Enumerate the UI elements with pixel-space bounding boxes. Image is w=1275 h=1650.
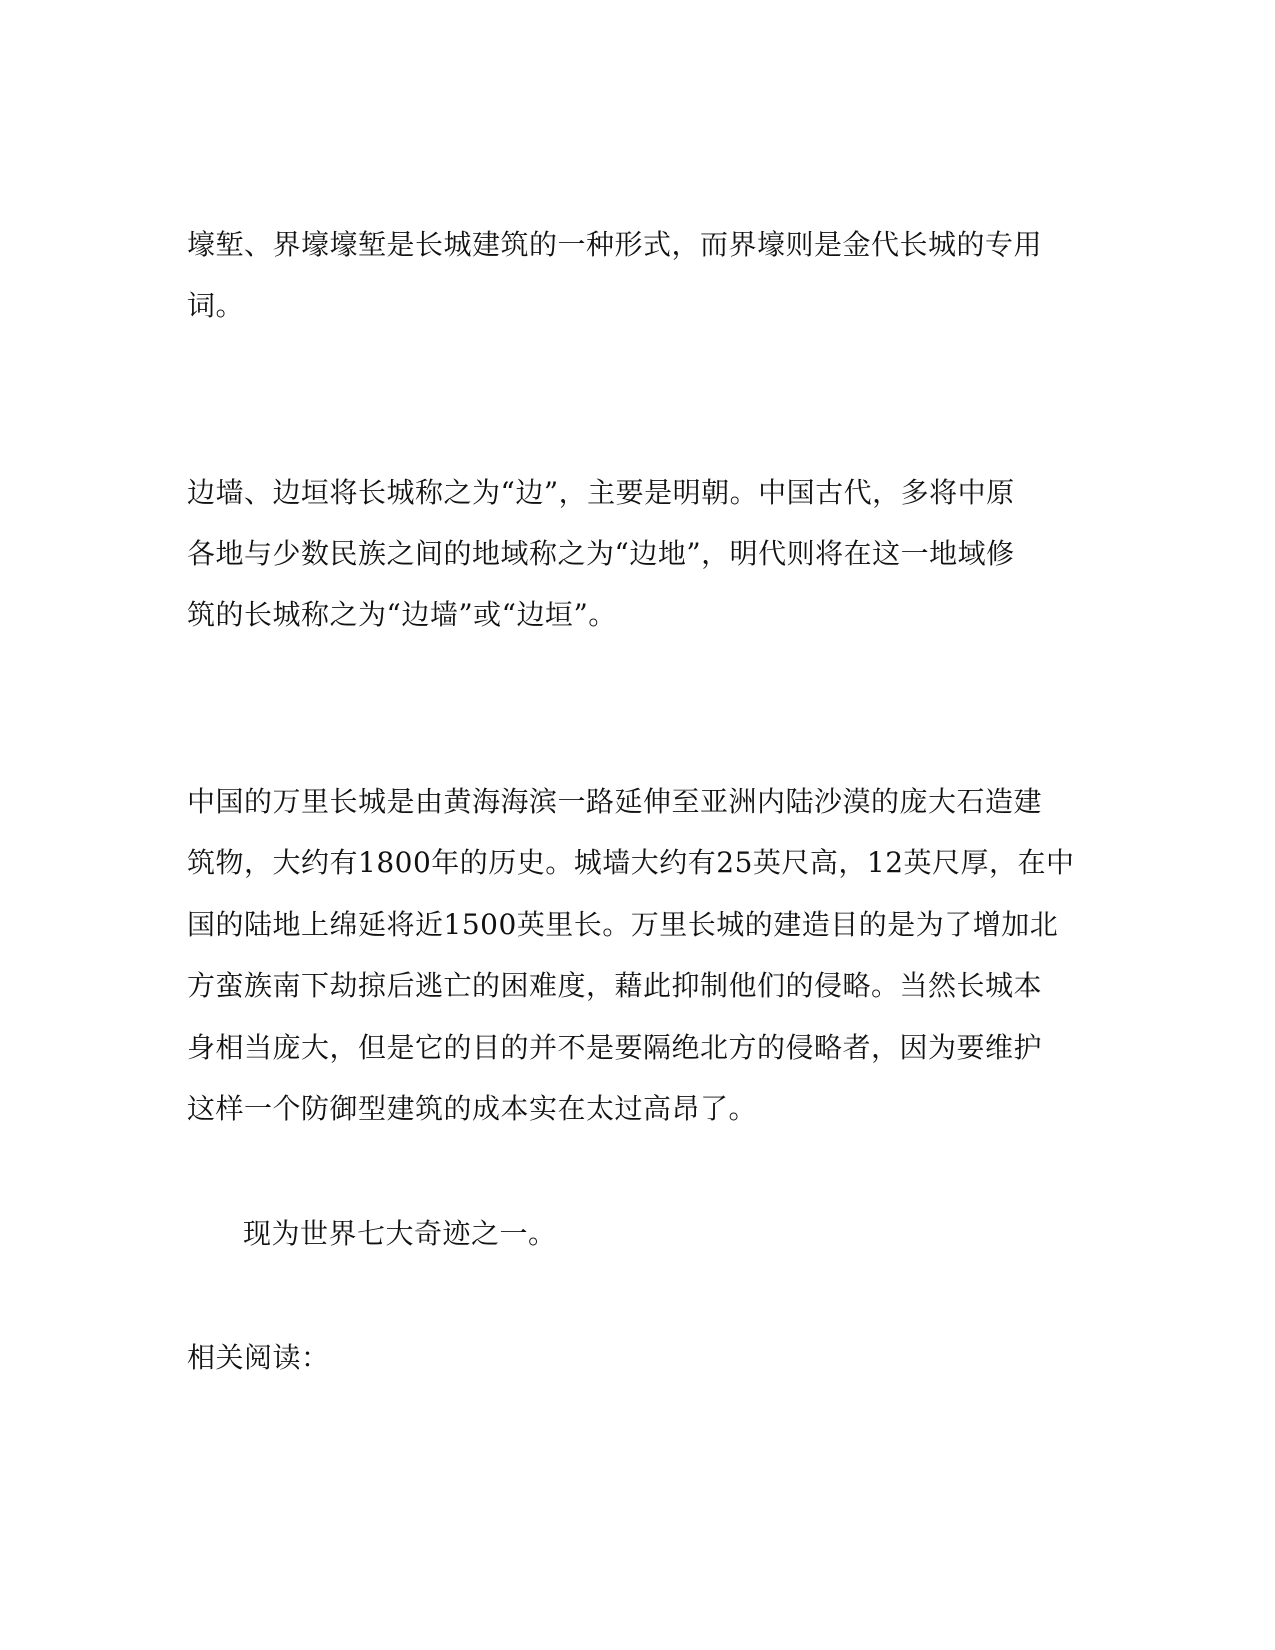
paragraph-2-line-1: 边墙、边垣将长城称之为“边”，主要是明朝。中国古代，多将中原 [187, 476, 1015, 509]
paragraph-3-line-3: 国的陆地上绵延将近1500英里长。万里长城的建造目的是为了增加北 [187, 908, 1059, 941]
paragraph-3-line-2: 筑物，大约有1800年的历史。城墙大约有25英尺高，12英尺厚，在中 [187, 846, 1075, 879]
paragraph-2-line-2: 各地与少数民族之间的地域称之为“边地”，明代则将在这一地域修 [187, 537, 1015, 570]
paragraph-3-line-1: 中国的万里长城是由黄海海滨一路延伸至亚洲内陆沙漠的庞大石造建 [187, 785, 1043, 818]
paragraph-1-line-1: 壕堑、界壕壕堑是长城建筑的一种形式，而界壕则是金代长城的专用 [187, 228, 1043, 261]
paragraph-1-line-2: 词。 [187, 289, 245, 322]
related-reading-label: 相关阅读： [187, 1341, 330, 1374]
paragraph-3-line-5: 身相当庞大，但是它的目的并不是要隔绝北方的侵略者，因为要维护 [187, 1031, 1043, 1064]
paragraph-2-line-3: 筑的长城称之为“边墙”或“边垣”。 [187, 598, 617, 631]
paragraph-3-line-4: 方蛮族南下劫掠后逃亡的困难度，藉此抑制他们的侵略。当然长城本 [187, 969, 1043, 1002]
paragraph-3-line-6: 这样一个防御型建筑的成本实在太过高昂了。 [187, 1092, 758, 1125]
paragraph-4-line-1: 现为世界七大奇迹之一。 [243, 1217, 557, 1250]
